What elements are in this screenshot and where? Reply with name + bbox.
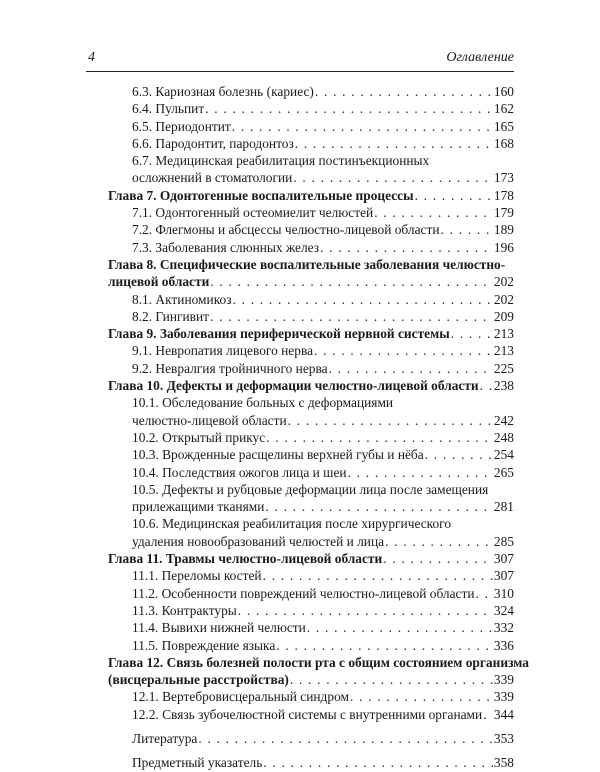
toc-chapter-10[interactable] (108, 377, 514, 394)
toc-chapter-label: Глава 7. Одонтогенные воспалительные процессы (108, 187, 414, 203)
toc-entry-12-1[interactable] (108, 688, 514, 705)
toc-entry-label: 9.2. Невралгия тройничного нерва (132, 360, 328, 376)
toc-entry-page: 173 (493, 170, 514, 186)
toc-entry-6-7[interactable] (108, 169, 514, 186)
toc-entry-page: 336 (493, 637, 514, 653)
toc-entry-11-2[interactable] (108, 585, 514, 602)
toc-entry-label: 6.6. Пародонтит, пародонтоз (132, 135, 294, 151)
toc-entry-page: 202 (493, 274, 514, 290)
toc-entry-8-2[interactable] (108, 308, 514, 325)
toc-entry-page: 285 (493, 533, 514, 549)
toc-entry-label: осложнений в стоматологии (132, 170, 293, 186)
toc-entry-page: 162 (493, 101, 514, 117)
toc-entry-6-7-line1: 6.7. Медицинская реабилитация постинъекционных (132, 153, 430, 169)
toc-entry-page: 196 (493, 239, 514, 255)
leader-dots (383, 550, 493, 567)
toc-chapter-label: Глава 9. Заболевания периферической нервной системы (108, 326, 450, 342)
running-head: Оглавление (446, 50, 514, 65)
toc-chapter-11[interactable] (108, 550, 514, 567)
leader-dots (451, 325, 493, 342)
toc-entry-7-2[interactable] (108, 221, 514, 238)
toc-entry-label: 10.4. Последствия ожогов лица и шеи (132, 464, 347, 480)
toc-entry-label: 9.1. Невропатия лицевого нерва (132, 343, 314, 359)
toc-chapter-12-line1: Глава 12. Связь болезней полости рта с общим состоянием организма (108, 654, 529, 670)
leader-dots (329, 360, 493, 377)
leader-dots (374, 204, 493, 221)
toc-entry-page: 339 (493, 672, 514, 688)
toc-entry-label: 11.5. Повреждение языка (132, 637, 276, 653)
spacer (108, 747, 514, 754)
leader-dots (276, 637, 493, 654)
toc-entry-label: 8.2. Гингивит (132, 308, 209, 324)
toc-chapter-7[interactable] (108, 187, 514, 204)
toc-chapter-12[interactable] (108, 671, 514, 688)
toc-entry-label: Литература (132, 730, 198, 746)
toc-chapter-label: (висцеральные расстройства) (108, 672, 289, 688)
leader-dots (385, 533, 493, 550)
toc-entry-page: 248 (493, 429, 514, 445)
toc-entry-label: 6.4. Пульпит (132, 101, 205, 117)
toc-entry-page: 179 (493, 205, 514, 221)
toc-entry-10-1[interactable] (108, 412, 514, 429)
toc-entry-11-1[interactable] (108, 567, 514, 584)
toc-entry-11-4[interactable] (108, 619, 514, 636)
toc-entry-label: прилежащими тканями (132, 499, 265, 515)
page-number: 4 (88, 50, 95, 65)
leader-dots (476, 585, 493, 602)
toc-chapter-8[interactable] (108, 273, 514, 290)
toc-entry-6-3[interactable] (108, 83, 514, 100)
toc-entry-9-1[interactable] (108, 342, 514, 359)
toc-entry-label: 6.3. Кариозная болезнь (кариес) (132, 84, 314, 99)
leader-dots (288, 412, 493, 429)
leader-dots (415, 187, 493, 204)
toc-entry-label: челюстно-лицевой области (132, 412, 287, 428)
toc-entry-6-5[interactable] (108, 118, 514, 135)
toc-entry-7-3[interactable] (108, 239, 514, 256)
leader-dots (480, 377, 493, 394)
spacer (108, 723, 514, 730)
toc-entry-page: 310 (493, 585, 514, 601)
toc-entry-page: 353 (493, 730, 514, 746)
toc-entry-page: 238 (493, 378, 514, 394)
leader-dots (232, 118, 493, 135)
toc-entry-page: 202 (493, 291, 514, 307)
toc-entry-label: 11.1. Переломы костей (132, 568, 262, 584)
leader-dots (425, 446, 493, 463)
leader-dots (265, 498, 493, 515)
toc-chapter-label: Глава 10. Дефекты и деформации челюстно-лицевой области (108, 378, 479, 394)
toc-entry-page: 281 (493, 499, 514, 515)
header-rule (86, 71, 514, 72)
toc-entry-page: 242 (493, 412, 514, 428)
toc-entry-label: 12.1. Вертебровисцеральный синдром (132, 689, 349, 705)
toc-entry-literature[interactable] (108, 730, 514, 747)
toc-entry-label: 11.3. Контрактуры (132, 602, 237, 618)
toc-entry-9-2[interactable] (108, 360, 514, 377)
toc-entry-10-6-line1: 10.6. Медицинская реабилитация после хирургического (132, 516, 452, 532)
toc-entry-label: 7.2. Флегмоны и абсцессы челюстно-лицевой области (132, 222, 440, 238)
toc-entry-11-5[interactable] (108, 637, 514, 654)
leader-dots (233, 291, 493, 308)
toc-entry-6-6[interactable] (108, 135, 514, 152)
leader-dots (205, 100, 493, 117)
toc-entry-page: 254 (493, 447, 514, 463)
toc-entry-page: 265 (493, 464, 514, 480)
toc-entry-label: 7.1. Одонтогенный остеомиелит челюстей (132, 205, 374, 221)
toc-entry-page: 307 (493, 551, 514, 567)
toc-entry-subject-index[interactable] (108, 754, 514, 771)
toc-entry-page: 344 (493, 706, 514, 722)
toc-entry-page: 160 (493, 84, 514, 99)
leader-dots (295, 135, 493, 152)
toc-entry-8-1[interactable] (108, 291, 514, 308)
leader-dots (320, 239, 493, 256)
toc-entry-label: 11.2. Особенности повреждений челюстно-лицевой области (132, 585, 475, 601)
toc-entry-11-3[interactable] (108, 602, 514, 619)
toc-entry-page: 165 (493, 118, 514, 134)
leader-dots (263, 754, 493, 771)
toc-entry-page: 213 (493, 326, 514, 342)
leader-dots (483, 706, 493, 723)
toc-entry-label: 6.5. Периодонтит (132, 118, 231, 134)
toc-entry-10-3[interactable] (108, 446, 514, 463)
toc-entry-page: 339 (493, 689, 514, 705)
leader-dots (266, 429, 493, 446)
toc-entry-12-2[interactable] (108, 706, 514, 723)
toc-entry-page: 324 (493, 602, 514, 618)
toc-entry-label: 10.3. Врожденные расщелины верхней губы и нёба (132, 447, 424, 463)
toc-chapter-label: Глава 11. Травмы челюстно-лицевой области (108, 551, 383, 567)
leader-dots (350, 688, 493, 705)
leader-dots (210, 273, 493, 290)
toc-entry-10-5-line1: 10.5. Дефекты и рубцовые деформации лица после замещения (132, 481, 489, 497)
toc-chapter-9[interactable] (108, 325, 514, 342)
leader-dots (307, 619, 493, 636)
toc-entry-7-1[interactable] (108, 204, 514, 221)
leader-dots (348, 464, 493, 481)
toc-entry-10-2[interactable] (108, 429, 514, 446)
toc-entry-10-5[interactable] (108, 498, 514, 515)
table-of-contents (108, 83, 529, 772)
toc-entry-page: 307 (493, 568, 514, 584)
toc-entry-page: 178 (493, 187, 514, 203)
leader-dots (293, 169, 493, 186)
leader-dots (238, 602, 493, 619)
toc-entry-label: 7.3. Заболевания слюнных желез (132, 239, 320, 255)
toc-entry-page: 332 (493, 620, 514, 636)
toc-entry-6-4[interactable] (108, 100, 514, 117)
toc-entry-page: 225 (493, 360, 514, 376)
toc-entry-page: 358 (493, 755, 514, 771)
toc-entry-label: Предметный указатель (132, 755, 263, 771)
toc-entry-label: 8.1. Актиномикоз (132, 291, 232, 307)
leader-dots (290, 671, 493, 688)
toc-entry-label: 11.4. Вывихи нижней челюсти (132, 620, 306, 636)
leader-dots (210, 308, 493, 325)
toc-entry-page: 189 (493, 222, 514, 238)
leader-dots (314, 342, 493, 359)
toc-entry-label: 12.2. Связь зубочелюстной системы с внутренними органами (132, 706, 483, 722)
toc-entry-page: 168 (493, 135, 514, 151)
toc-entry-label: 10.2. Открытый прикус (132, 429, 266, 445)
toc-entry-page: 213 (493, 343, 514, 359)
toc-chapter-label: лицевой области (108, 274, 210, 290)
leader-dots (263, 567, 493, 584)
toc-entry-page: 209 (493, 308, 514, 324)
toc-entry-10-6[interactable] (108, 533, 514, 550)
toc-chapter-8-line1: Глава 8. Специфические воспалительные заболевания челюстно- (108, 256, 506, 272)
leader-dots (315, 83, 493, 100)
toc-entry-10-1-line1: 10.1. Обследование больных с деформациями (132, 395, 394, 411)
toc-entry-label: удаления новообразований челюстей и лица (132, 533, 385, 549)
toc-entry-10-4[interactable] (108, 464, 514, 481)
leader-dots (198, 730, 493, 747)
leader-dots (441, 221, 493, 238)
